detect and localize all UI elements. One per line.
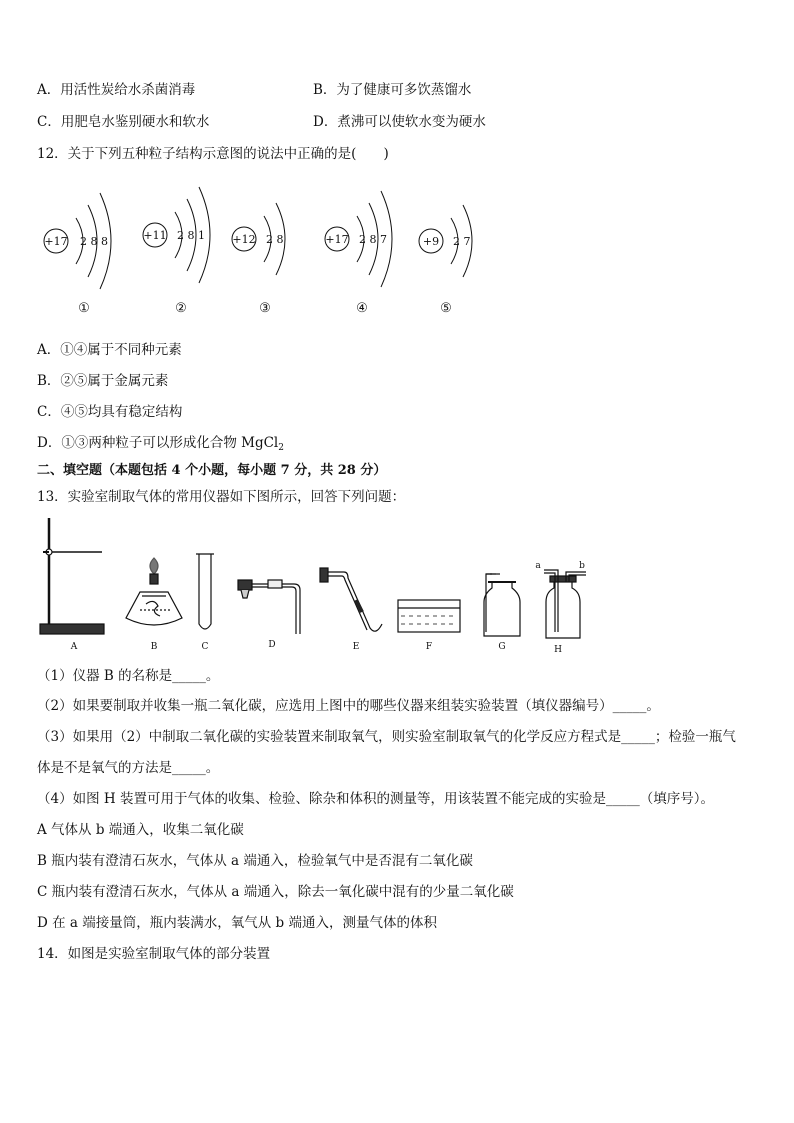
atom2-shells: 2 8 1 bbox=[177, 229, 205, 242]
q14-stem: 14．如图是实验室制取气体的部分装置 bbox=[37, 946, 271, 962]
alcohol-lamp-icon bbox=[126, 558, 182, 625]
port-b-label: b bbox=[579, 561, 585, 571]
q12-option-b: B．②⑤属于金属元素 bbox=[37, 373, 169, 389]
q13-part3-line2: 体是不是氧气的方法是_____。 bbox=[37, 760, 220, 776]
apparatus-label-e: E bbox=[352, 642, 360, 652]
two-tube-bottle-icon bbox=[544, 570, 586, 638]
q12-option-c: C．④⑤均具有稳定结构 bbox=[37, 404, 183, 420]
atom2-label: ② bbox=[175, 301, 187, 316]
q13-part4: （4）如图 H 装置可用于气体的收集、检验、除杂和体积的测量等，用该装置不能完成的实验是_____（填序号）。 bbox=[37, 791, 714, 807]
lab-apparatus-figure bbox=[30, 512, 610, 657]
section-heading: 二、填空题（本题包括 4 个小题，每小题 7 分，共 28 分） bbox=[37, 463, 387, 478]
q11-option-c: C．用肥皂水鉴别硬水和软水 bbox=[37, 114, 210, 130]
q13-option-a: A 气体从 b 端通入，收集二氧化碳 bbox=[37, 822, 244, 838]
atom1-label: ① bbox=[78, 301, 90, 316]
q12-option-d-text: D．①③两种粒子可以形成化合物 MgCl bbox=[37, 435, 279, 451]
q11-option-b: B．为了健康可多饮蒸馏水 bbox=[313, 82, 472, 98]
atom3-nucleus: +12 bbox=[232, 233, 256, 246]
apparatus-label-g: G bbox=[498, 642, 506, 652]
port-a-label: a bbox=[535, 561, 541, 571]
atom2-nucleus: +11 bbox=[143, 229, 167, 242]
atom1-nucleus: +17 bbox=[44, 235, 68, 248]
apparatus-label-b: B bbox=[150, 642, 158, 652]
stopper-long-tube-icon bbox=[320, 568, 382, 631]
atom4-shells: 2 8 7 bbox=[359, 233, 387, 246]
q11-option-d: D．煮沸可以使软水变为硬水 bbox=[313, 114, 486, 130]
stopper-bent-tube-icon bbox=[238, 580, 300, 634]
apparatus-label-h: H bbox=[554, 645, 562, 655]
q13-part3-line1: （3）如果用（2）中制取二氧化碳的实验装置来制取氧气，则实验室制取氧气的化学反应方程式是_____；检验一瓶气 bbox=[37, 729, 736, 745]
apparatus-label-d: D bbox=[268, 640, 276, 650]
q13-part2: （2）如果要制取并收集一瓶二氧化碳，应选用上图中的哪些仪器来组装实验装置（填仪器编号）_____。 bbox=[37, 698, 660, 714]
q13-option-d: D 在 a 端接量筒，瓶内装满水，氧气从 b 端通入，测量气体的体积 bbox=[37, 915, 437, 931]
test-tube-icon bbox=[196, 554, 214, 629]
water-trough-icon bbox=[398, 600, 460, 632]
atom4-nucleus: +17 bbox=[325, 233, 349, 246]
iron-stand-icon bbox=[40, 518, 104, 634]
q13-stem: 13．实验室制取气体的常用仪器如下图所示，回答下列问题： bbox=[37, 489, 406, 505]
apparatus-label-a: A bbox=[70, 642, 78, 652]
q13-part1: （1）仪器 B 的名称是_____。 bbox=[37, 668, 220, 684]
atom4-label: ④ bbox=[356, 301, 368, 316]
atom3-shells: 2 8 bbox=[266, 233, 284, 246]
q13-option-b: B 瓶内装有澄清石灰水，气体从 a 端通入，检验氧气中是否混有二氧化碳 bbox=[37, 853, 473, 869]
atom-structure-diagrams bbox=[30, 185, 490, 325]
q13-option-c: C 瓶内装有澄清石灰水，气体从 a 端通入，除去一氧化碳中混有的少量二氧化碳 bbox=[37, 884, 514, 900]
atom5-label: ⑤ bbox=[440, 301, 452, 316]
q12-option-a: A．①④属于不同种元素 bbox=[37, 342, 182, 358]
q12-option-d-subscript: 2 bbox=[278, 443, 284, 453]
gas-collection-bottle-icon bbox=[484, 574, 520, 636]
apparatus-label-c: C bbox=[201, 642, 209, 652]
q12-option-d bbox=[37, 437, 284, 453]
atom1-shells: 2 8 8 bbox=[80, 235, 108, 248]
q11-option-a: A．用活性炭给水杀菌消毒 bbox=[37, 82, 196, 98]
q12-stem: 12．关于下列五种粒子结构示意图的说法中正确的是( ) bbox=[37, 146, 389, 162]
apparatus-label-f: F bbox=[425, 642, 433, 652]
atom3-label: ③ bbox=[259, 301, 271, 316]
atom5-nucleus: +9 bbox=[422, 235, 440, 248]
atom5-shells: 2 7 bbox=[453, 235, 471, 248]
